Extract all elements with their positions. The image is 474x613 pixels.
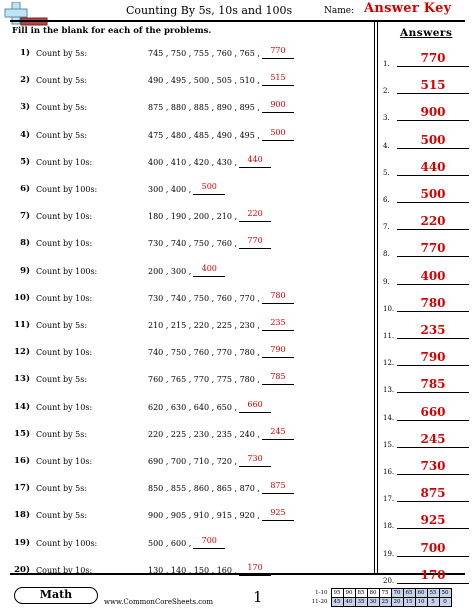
answer-key-label: Answer Key bbox=[364, 1, 452, 16]
answer-blank[interactable] bbox=[262, 426, 294, 440]
page-number: 1 bbox=[253, 588, 263, 606]
answer-key-row bbox=[383, 431, 471, 458]
number-sequence bbox=[148, 154, 271, 168]
score-cell: 95 bbox=[331, 589, 343, 598]
answer-number: 11. bbox=[383, 332, 395, 340]
answer-key-row bbox=[383, 295, 471, 322]
answer-blank[interactable] bbox=[193, 182, 225, 195]
problem-instruction: Count by 5s: bbox=[36, 429, 88, 439]
score-cell: 80 bbox=[367, 589, 379, 598]
answer-value: 925 bbox=[397, 513, 469, 529]
score-cell: 20 bbox=[391, 598, 403, 607]
answer-number: 7. bbox=[383, 223, 390, 232]
answer-number: 4. bbox=[383, 141, 390, 150]
answer-key-row bbox=[383, 77, 471, 104]
answer-number: 1. bbox=[383, 60, 390, 68]
answer-key-row bbox=[383, 540, 471, 567]
problem-row bbox=[0, 290, 372, 320]
score-cell: 0 bbox=[439, 598, 451, 607]
subject-badge: Math bbox=[14, 587, 98, 604]
answer-column-divider bbox=[374, 20, 378, 574]
problem-row bbox=[0, 374, 372, 401]
problem-row bbox=[0, 347, 372, 374]
score-row bbox=[311, 589, 451, 598]
sequence-values: 400 , 410 , 420 , 430 , bbox=[148, 157, 238, 167]
problem-row bbox=[0, 48, 372, 75]
answer-number: 9. bbox=[383, 277, 390, 286]
answers-heading: Answers bbox=[400, 27, 453, 39]
answer-number: 16. bbox=[383, 468, 395, 476]
answer-blank[interactable] bbox=[262, 73, 294, 86]
problem-instruction: Count by 10s: bbox=[36, 293, 93, 303]
answer-value: 235 bbox=[397, 323, 469, 339]
score-cell: 50 bbox=[439, 589, 451, 598]
problem-instruction: Count by 5s: bbox=[36, 321, 88, 330]
number-sequence bbox=[148, 46, 294, 59]
problem-number: 8) bbox=[20, 238, 30, 249]
filled-answer: 245 bbox=[270, 426, 286, 436]
answer-value: 170 bbox=[397, 568, 469, 584]
sequence-values: 220 , 225 , 230 , 235 , 240 , bbox=[148, 429, 260, 439]
answer-value: 770 bbox=[397, 241, 469, 257]
answer-key-row bbox=[383, 159, 471, 186]
sequence-values: 730 , 740 , 750 , 760 , 770 , bbox=[148, 293, 260, 303]
number-sequence bbox=[148, 345, 294, 358]
answer-value: 515 bbox=[397, 78, 469, 94]
score-cell: 35 bbox=[355, 598, 367, 607]
answer-key-row bbox=[383, 213, 471, 240]
problem-row bbox=[0, 211, 372, 238]
score-cell: 75 bbox=[379, 589, 391, 598]
problem-number: 2) bbox=[20, 75, 30, 86]
answer-blank[interactable] bbox=[262, 100, 294, 113]
answer-blank[interactable] bbox=[193, 535, 225, 549]
problem-number: 9) bbox=[20, 265, 30, 276]
filled-answer: 235 bbox=[270, 318, 286, 327]
problem-row bbox=[0, 483, 372, 510]
problem-instruction: Count by 10s: bbox=[36, 212, 93, 222]
problem-number: 4) bbox=[20, 129, 30, 140]
score-cell: 65 bbox=[403, 589, 415, 598]
problem-instruction: Count by 100s: bbox=[36, 266, 98, 276]
answer-value: 785 bbox=[397, 377, 469, 393]
number-sequence bbox=[148, 481, 294, 494]
answer-key-row bbox=[383, 485, 471, 512]
answer-value: 660 bbox=[397, 405, 469, 421]
answer-value: 900 bbox=[397, 105, 469, 121]
instructions: Fill in the blank for each of the problems. bbox=[12, 26, 212, 36]
answer-key-row bbox=[383, 376, 471, 403]
number-sequence bbox=[148, 562, 271, 576]
problem-row bbox=[0, 127, 372, 157]
answer-blank[interactable] bbox=[239, 236, 271, 249]
number-sequence bbox=[148, 426, 294, 440]
problem-instruction: Count by 5s: bbox=[36, 130, 88, 140]
sequence-values: 850 , 855 , 860 , 865 , 870 , bbox=[148, 484, 260, 494]
score-table bbox=[311, 588, 452, 607]
sequence-values: 300 , 400 , bbox=[148, 185, 192, 194]
answer-value: 770 bbox=[397, 51, 469, 67]
number-sequence bbox=[148, 318, 294, 331]
answer-blank[interactable] bbox=[239, 209, 271, 222]
number-sequence bbox=[148, 127, 294, 141]
answer-value: 440 bbox=[397, 160, 469, 176]
number-sequence bbox=[148, 209, 271, 222]
answer-value: 500 bbox=[397, 133, 469, 149]
score-range-label: 11-20 bbox=[311, 599, 328, 605]
answer-blank[interactable] bbox=[239, 154, 271, 168]
filled-answer: 170 bbox=[247, 562, 263, 572]
sequence-values: 200 , 300 , bbox=[148, 266, 192, 276]
score-cell: 25 bbox=[379, 598, 391, 607]
problem-number: 17) bbox=[14, 483, 30, 494]
site-url: www.CommonCoreSheets.com bbox=[104, 598, 213, 606]
answer-number: 2. bbox=[383, 87, 390, 96]
answer-number: 17. bbox=[383, 495, 395, 504]
name-label: Name: bbox=[324, 6, 355, 16]
problem-row bbox=[0, 399, 372, 429]
filled-answer: 770 bbox=[247, 236, 263, 246]
answer-blank[interactable] bbox=[262, 481, 294, 494]
problem-instruction: Count by 5s: bbox=[36, 375, 88, 385]
answer-blank[interactable] bbox=[262, 345, 294, 358]
filled-answer: 770 bbox=[270, 46, 286, 55]
problem-row bbox=[0, 238, 372, 265]
problem-instruction: Count by 5s: bbox=[36, 484, 88, 494]
answer-key-row bbox=[383, 404, 471, 431]
number-sequence bbox=[148, 399, 271, 413]
filled-answer: 660 bbox=[247, 399, 263, 409]
problem-instruction: Count by 100s: bbox=[36, 538, 98, 548]
number-sequence bbox=[148, 535, 225, 549]
sequence-values: 490 , 495 , 500 , 505 , 510 , bbox=[148, 76, 260, 86]
filled-answer: 440 bbox=[247, 154, 263, 164]
answer-number: 12. bbox=[383, 359, 395, 368]
top-rule bbox=[10, 20, 465, 22]
problem-number: 20) bbox=[14, 564, 30, 575]
filled-answer: 875 bbox=[270, 481, 286, 491]
problem-instruction: Count by 10s: bbox=[36, 402, 93, 412]
problem-number: 18) bbox=[14, 510, 30, 521]
problem-number: 7) bbox=[20, 211, 30, 222]
sequence-values: 875 , 880 , 885 , 890 , 895 , bbox=[148, 103, 260, 113]
answer-key-row bbox=[383, 132, 471, 159]
problem-number: 14) bbox=[14, 401, 30, 412]
answer-number: 20. bbox=[383, 576, 395, 585]
number-sequence bbox=[148, 73, 294, 86]
answer-blank[interactable] bbox=[262, 46, 294, 59]
answer-value: 700 bbox=[397, 541, 469, 557]
sequence-values: 130 , 140 , 150 , 160 , bbox=[148, 565, 238, 575]
answer-value: 400 bbox=[397, 269, 469, 285]
answer-blank[interactable] bbox=[262, 318, 294, 331]
score-cell: 10 bbox=[415, 598, 427, 607]
sequence-values: 475 , 480 , 485 , 490 , 495 , bbox=[148, 130, 260, 140]
problem-row bbox=[0, 184, 372, 211]
number-sequence bbox=[148, 263, 225, 277]
answer-value: 500 bbox=[397, 187, 469, 203]
sequence-values: 900 , 905 , 910 , 915 , 920 , bbox=[148, 511, 260, 521]
filled-answer: 220 bbox=[247, 209, 263, 219]
problem-number: 3) bbox=[20, 102, 30, 113]
number-sequence bbox=[148, 372, 294, 385]
problem-number: 6) bbox=[20, 184, 30, 194]
problem-instruction: Count by 10s: bbox=[36, 565, 93, 575]
score-cell: 45 bbox=[331, 598, 343, 607]
answer-blank[interactable] bbox=[193, 263, 225, 277]
filled-answer: 900 bbox=[270, 100, 286, 110]
problem-instruction: Count by 10s: bbox=[36, 348, 93, 358]
answer-key-row bbox=[383, 349, 471, 376]
problem-row bbox=[0, 75, 372, 102]
answer-number: 18. bbox=[383, 522, 395, 531]
filled-answer: 500 bbox=[270, 127, 286, 137]
answer-blank[interactable] bbox=[239, 399, 271, 413]
answer-number: 13. bbox=[383, 386, 395, 395]
score-cell: 40 bbox=[343, 598, 355, 607]
problem-number: 10) bbox=[14, 292, 30, 303]
answer-key-row bbox=[383, 512, 471, 539]
answer-value: 780 bbox=[397, 296, 469, 312]
answer-key-row bbox=[383, 104, 471, 131]
answer-number: 5. bbox=[383, 168, 390, 177]
sequence-values: 500 , 600 , bbox=[148, 538, 192, 548]
score-cell: 15 bbox=[403, 598, 415, 607]
answer-key-row bbox=[383, 186, 471, 213]
problem-row bbox=[0, 154, 372, 184]
score-cell: 55 bbox=[427, 589, 439, 598]
sequence-values: 760 , 765 , 770 , 775 , 780 , bbox=[148, 375, 260, 385]
problem-number: 19) bbox=[14, 537, 30, 548]
score-cell: 5 bbox=[427, 598, 439, 607]
number-sequence bbox=[148, 100, 294, 113]
problem-row bbox=[0, 102, 372, 129]
answer-blank[interactable] bbox=[262, 508, 294, 521]
problem-number: 5) bbox=[20, 156, 30, 167]
problem-number: 13) bbox=[14, 374, 30, 385]
answer-number: 3. bbox=[383, 114, 390, 123]
number-sequence bbox=[148, 290, 294, 304]
answer-key-row bbox=[383, 322, 471, 349]
problem-instruction: Count by 5s: bbox=[36, 511, 88, 521]
sequence-values: 745 , 750 , 755 , 760 , 765 , bbox=[148, 49, 260, 58]
filled-answer: 400 bbox=[201, 263, 217, 273]
number-sequence bbox=[148, 182, 225, 195]
problem-number: 1) bbox=[20, 48, 30, 58]
answer-number: 14. bbox=[383, 413, 395, 422]
score-cell: 60 bbox=[415, 589, 427, 598]
problem-row bbox=[0, 320, 372, 347]
sequence-values: 730 , 740 , 750 , 760 , bbox=[148, 239, 238, 249]
sequence-values: 210 , 215 , 220 , 225 , 230 , bbox=[148, 321, 260, 330]
problem-instruction: Count by 100s: bbox=[36, 185, 98, 194]
answer-number: 8. bbox=[383, 250, 390, 259]
answer-number: 6. bbox=[383, 196, 390, 204]
problem-instruction: Count by 5s: bbox=[36, 76, 88, 86]
sequence-values: 740 , 750 , 760 , 770 , 780 , bbox=[148, 348, 260, 358]
filled-answer: 790 bbox=[270, 345, 286, 355]
problem-row bbox=[0, 535, 372, 565]
number-sequence bbox=[148, 236, 271, 249]
problem-instruction: Count by 10s: bbox=[36, 239, 93, 249]
answer-blank[interactable] bbox=[262, 127, 294, 141]
score-range-label: 1-10 bbox=[315, 590, 328, 596]
filled-answer: 925 bbox=[270, 508, 286, 518]
answer-value: 875 bbox=[397, 486, 469, 502]
score-cell: 85 bbox=[355, 589, 367, 598]
score-row bbox=[311, 598, 451, 607]
answer-number: 19. bbox=[383, 549, 395, 558]
answer-number: 10. bbox=[383, 304, 395, 313]
score-cell: 30 bbox=[367, 598, 379, 607]
answer-value: 790 bbox=[397, 350, 469, 366]
problem-instruction: Count by 5s: bbox=[36, 103, 88, 113]
sequence-values: 690 , 700 , 710 , 720 , bbox=[148, 457, 238, 466]
answer-number: 15. bbox=[383, 440, 395, 449]
answer-value: 730 bbox=[397, 459, 469, 475]
problem-number: 12) bbox=[14, 347, 30, 358]
worksheet-logo-icon bbox=[4, 2, 48, 28]
filled-answer: 785 bbox=[270, 372, 286, 382]
problem-row bbox=[0, 426, 372, 456]
answer-key-row bbox=[383, 268, 471, 295]
problem-number: 15) bbox=[14, 428, 30, 439]
score-cell: 70 bbox=[391, 589, 403, 598]
answer-value: 220 bbox=[397, 214, 469, 230]
problem-instruction: Count by 5s: bbox=[36, 49, 88, 58]
answer-blank[interactable] bbox=[239, 454, 271, 467]
filled-answer: 730 bbox=[247, 454, 263, 463]
filled-answer: 780 bbox=[270, 290, 286, 300]
answer-value: 245 bbox=[397, 432, 469, 448]
score-cell: 90 bbox=[343, 589, 355, 598]
problem-row bbox=[0, 456, 372, 483]
answer-key-row bbox=[383, 50, 471, 77]
sequence-values: 180 , 190 , 200 , 210 , bbox=[148, 212, 238, 222]
sequence-values: 620 , 630 , 640 , 650 , bbox=[148, 402, 238, 412]
problem-row bbox=[0, 263, 372, 293]
answer-blank[interactable] bbox=[239, 562, 271, 576]
filled-answer: 700 bbox=[201, 535, 217, 545]
answer-key-row bbox=[383, 458, 471, 485]
answer-blank[interactable] bbox=[262, 372, 294, 385]
problem-number: 16) bbox=[14, 456, 30, 466]
answer-key-row bbox=[383, 240, 471, 267]
problem-instruction: Count by 10s: bbox=[36, 457, 93, 466]
filled-answer: 500 bbox=[201, 182, 217, 191]
problem-instruction: Count by 10s: bbox=[36, 157, 93, 167]
problem-number: 11) bbox=[14, 320, 30, 330]
number-sequence bbox=[148, 454, 271, 467]
problem-row bbox=[0, 510, 372, 537]
worksheet-title: Counting By 5s, 10s and 100s bbox=[126, 4, 293, 17]
filled-answer: 515 bbox=[270, 73, 286, 83]
number-sequence bbox=[148, 508, 294, 521]
answer-blank[interactable] bbox=[262, 290, 294, 304]
